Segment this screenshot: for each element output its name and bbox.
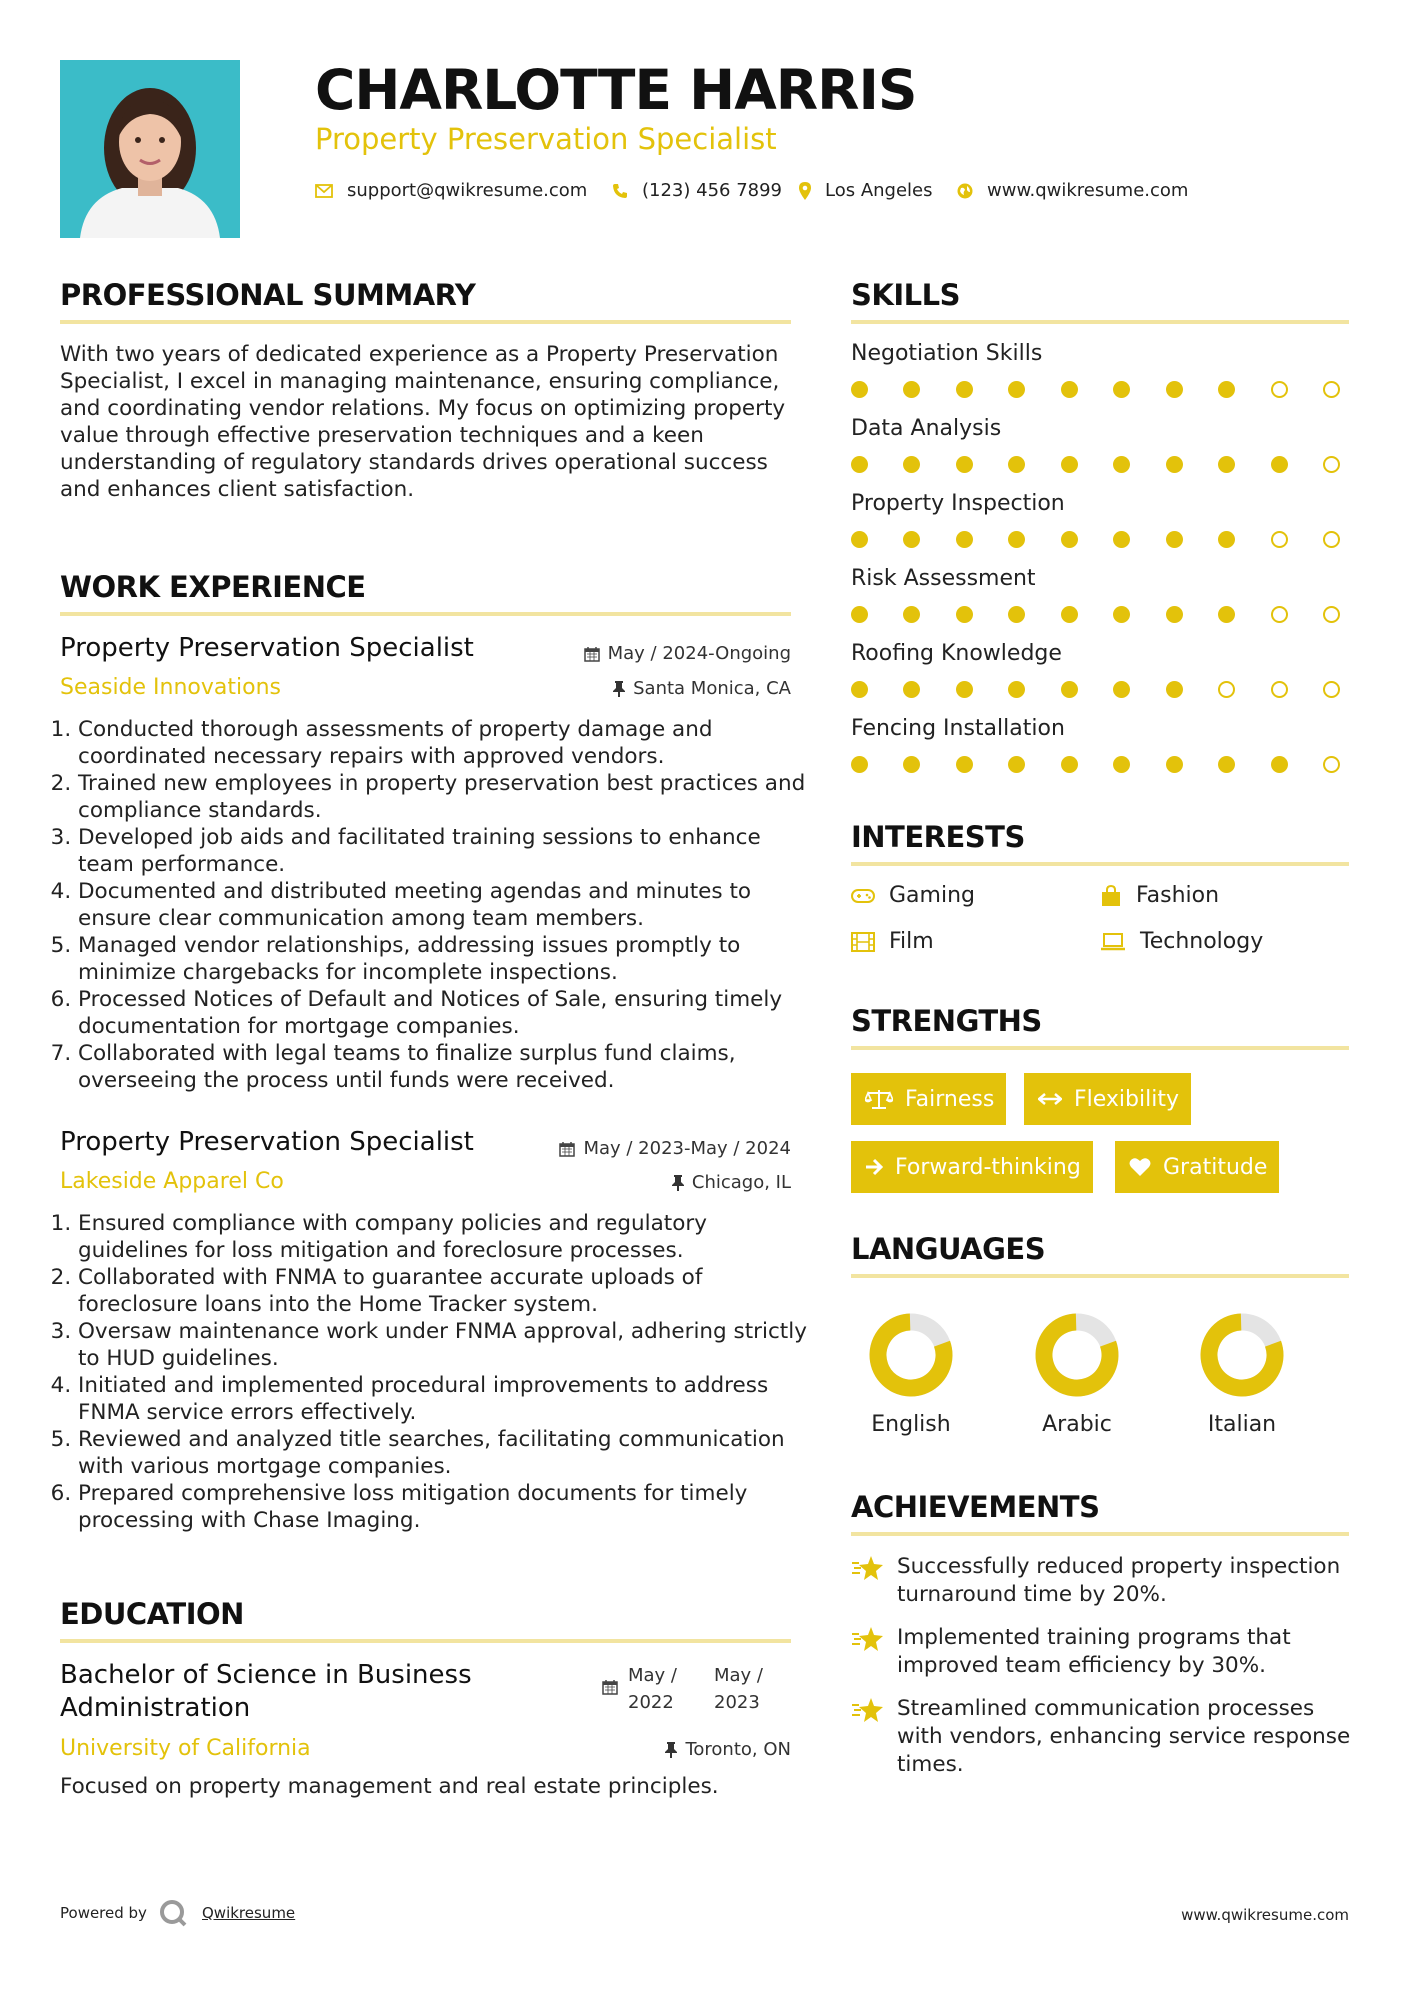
list-item: 1. Ensured compliance with company policies and regulatory guidelines for loss mitigation and foreclosure processes. (78, 1210, 813, 1264)
interest-technology (1100, 929, 1263, 954)
contact-phone[interactable] (612, 180, 782, 201)
education-description: Focused on property management and real estate principles. (60, 1774, 719, 1799)
skill-label: Risk Assessment (851, 566, 1036, 591)
rating-dot-empty (1323, 381, 1340, 398)
achievement-text: Streamlined communication processes with vendors, enhancing service response times. (897, 1696, 1351, 1777)
rating-dot-filled (1061, 456, 1078, 473)
phone-text: (123) 456 7899 (642, 180, 783, 201)
job-1-bullets (60, 716, 813, 1094)
rating-dot-filled (903, 381, 920, 398)
education-start-month: May / (628, 1665, 677, 1686)
rating-dot-filled (956, 456, 973, 473)
pushpin-icon (613, 681, 625, 697)
job-1-location-text: Santa Monica, CA (633, 678, 791, 699)
job-1-title: Property Preservation Specialist (60, 633, 474, 663)
summary-divider (60, 320, 791, 324)
interest-gaming (851, 883, 975, 908)
calendar-icon (559, 1141, 575, 1157)
summary-heading: PROFESSIONAL SUMMARY (60, 278, 476, 312)
rating-dot-filled (1008, 456, 1025, 473)
job-1-dates-text: May / 2024-Ongoing (607, 643, 791, 664)
strength-forward-thinking (851, 1141, 1093, 1193)
rating-dot-empty (1271, 606, 1288, 623)
rating-dot-empty (1271, 681, 1288, 698)
rating-dot-empty (1271, 531, 1288, 548)
job-2-title: Property Preservation Specialist (60, 1127, 474, 1157)
language-label: Arabic (1042, 1412, 1112, 1437)
job-1-dates (584, 643, 791, 664)
rating-dot-filled (1166, 381, 1183, 398)
rating-dot-filled (903, 681, 920, 698)
list-item: 2. Trained new employees in property preservation best practices and compliance standards. (78, 770, 813, 824)
website-text: www.qwikresume.com (987, 180, 1189, 201)
rating-dot-empty (1323, 756, 1340, 773)
envelope-icon (315, 184, 333, 198)
strengths-heading: STRENGTHS (851, 1004, 1042, 1038)
calendar-icon (584, 646, 600, 662)
language-label: Italian (1207, 1412, 1277, 1437)
interest-label: Technology (1140, 929, 1264, 954)
rating-dot-filled (1271, 756, 1288, 773)
skills-heading: SKILLS (851, 278, 960, 312)
skill-label: Negotiation Skills (851, 341, 1043, 366)
rating-dot-filled (1061, 606, 1078, 623)
contact-location (799, 180, 933, 201)
skill-rating (851, 681, 1340, 698)
strength-gratitude (1115, 1141, 1279, 1193)
profile-photo (60, 60, 240, 238)
achievements-heading: ACHIEVEMENTS (851, 1490, 1100, 1524)
rating-dot-filled (1008, 756, 1025, 773)
list-item: 4. Documented and distributed meeting agendas and minutes to ensure clear communication among team members. (78, 878, 813, 932)
calendar-icon (602, 1679, 618, 1695)
achievement-text: Successfully reduced property inspection turnaround time by 20%. (897, 1554, 1341, 1607)
rating-dot-filled (1113, 681, 1130, 698)
laptop-icon (1100, 933, 1126, 951)
rating-dot-empty (1271, 381, 1288, 398)
language-donut (866, 1310, 956, 1400)
rating-dot-filled (1113, 756, 1130, 773)
rating-dot-filled (1166, 606, 1183, 623)
languages-heading: LANGUAGES (851, 1232, 1046, 1266)
rating-dot-filled (1271, 456, 1288, 473)
map-pin-icon (799, 182, 811, 200)
strength-fairness (851, 1073, 1006, 1125)
education-divider (60, 1639, 791, 1643)
list-item: 7. Collaborated with legal teams to finalize surplus fund claims, overseeing the process until funds were received. (78, 1040, 813, 1094)
language-donut (1032, 1310, 1122, 1400)
experience-heading: WORK EXPERIENCE (60, 570, 366, 604)
footer-website[interactable]: www.qwikresume.com (1181, 1906, 1349, 1924)
strength-label: Flexibility (1074, 1086, 1179, 1112)
degree-line-2: Administration (60, 1693, 251, 1723)
rating-dot-empty (1218, 681, 1235, 698)
achievements-divider (851, 1532, 1349, 1536)
degree-line-1: Bachelor of Science in Business (60, 1660, 472, 1690)
strength-label: Forward-thinking (895, 1154, 1081, 1180)
location-text: Los Angeles (825, 180, 933, 201)
achievement-item (851, 1553, 1352, 1609)
footer-brand-link[interactable]: Qwikresume (202, 1904, 296, 1922)
job-2-bullets (60, 1210, 813, 1534)
rating-dot-filled (1061, 681, 1078, 698)
summary-text: With two years of dedicated experience as a Property Preservation Specialist, I excel in managing maintenance, ensuring compliance, and coordinating vendor relations. My focus on optimizing property value through effective preservation techniques and a keen understanding of regulatory standards drives operational success and enhances client satisfaction. (60, 342, 786, 502)
rating-dot-filled (1218, 606, 1235, 623)
education-location (665, 1739, 791, 1760)
education-end-month: May / (714, 1665, 763, 1686)
job-1-location (613, 678, 791, 699)
rating-dot-filled (956, 381, 973, 398)
rating-dot-filled (956, 531, 973, 548)
star-icon (851, 1555, 885, 1583)
job-2-location (672, 1172, 791, 1193)
candidate-name: CHARLOTTE HARRIS (315, 58, 917, 122)
rating-dot-filled (1166, 456, 1183, 473)
rating-dot-filled (956, 681, 973, 698)
rating-dot-filled (903, 606, 920, 623)
language-donut (1197, 1310, 1287, 1400)
rating-dot-empty (1323, 456, 1340, 473)
footer-powered-by: Powered by (60, 1904, 147, 1922)
achievement-item (851, 1695, 1352, 1779)
rating-dot-filled (1166, 531, 1183, 548)
interest-film (851, 929, 934, 954)
education-start-year: 2022 (628, 1692, 674, 1713)
rating-dot-filled (956, 756, 973, 773)
job-2-dates-text: May / 2023-May / 2024 (583, 1138, 791, 1159)
education-location-text: Toronto, ON (685, 1739, 791, 1760)
rating-dot-filled (1113, 606, 1130, 623)
rating-dot-filled (851, 381, 868, 398)
rating-dot-empty (1323, 681, 1340, 698)
rating-dot-empty (1323, 606, 1340, 623)
skill-label: Fencing Installation (851, 716, 1065, 741)
job-2-dates (559, 1138, 791, 1159)
skill-label: Roofing Knowledge (851, 641, 1062, 666)
rating-dot-filled (851, 606, 868, 623)
strengths-divider (851, 1046, 1349, 1050)
pushpin-icon (665, 1742, 677, 1758)
list-item: 2. Collaborated with FNMA to guarantee accurate uploads of foreclosure loans into the Home Tracker system. (78, 1264, 813, 1318)
star-icon (851, 1697, 885, 1725)
skill-rating (851, 531, 1340, 548)
skill-rating (851, 456, 1340, 473)
contact-email[interactable] (315, 180, 587, 201)
strength-label: Fairness (905, 1086, 995, 1112)
rating-dot-filled (903, 456, 920, 473)
language-label: English (871, 1412, 951, 1437)
rating-dot-filled (1061, 531, 1078, 548)
rating-dot-empty (1323, 531, 1340, 548)
achievement-item (851, 1624, 1352, 1680)
gamepad-icon (851, 888, 875, 904)
skill-rating (851, 756, 1340, 773)
languages-list (851, 1310, 1349, 1450)
shopping-bag-icon (1100, 885, 1122, 907)
languages-divider (851, 1274, 1349, 1278)
rating-dot-filled (1008, 681, 1025, 698)
rating-dot-filled (1218, 531, 1235, 548)
rating-dot-filled (1113, 456, 1130, 473)
job-2-company: Lakeside Apparel Co (60, 1169, 284, 1194)
list-item: 3. Developed job aids and facilitated training sessions to enhance team performance. (78, 824, 813, 878)
rating-dot-filled (1113, 531, 1130, 548)
rating-dot-filled (1061, 756, 1078, 773)
rating-dot-filled (851, 456, 868, 473)
education-end-year: 2023 (714, 1692, 760, 1713)
balance-scale-icon (865, 1088, 893, 1110)
rating-dot-filled (1061, 381, 1078, 398)
arrows-horizontal-icon (1038, 1092, 1062, 1106)
interests-divider (851, 862, 1349, 866)
list-item: 6. Processed Notices of Default and Notices of Sale, ensuring timely documentation for mortgage companies. (78, 986, 813, 1040)
contact-website[interactable] (957, 180, 1188, 201)
strength-flexibility (1024, 1073, 1191, 1125)
interest-fashion (1100, 883, 1219, 908)
experience-divider (60, 612, 791, 616)
rating-dot-filled (1113, 381, 1130, 398)
skills-divider (851, 320, 1349, 324)
education-end (714, 1662, 763, 1716)
candidate-title: Property Preservation Specialist (315, 122, 777, 156)
interests-heading: INTERESTS (851, 820, 1025, 854)
interest-label: Gaming (889, 883, 975, 908)
interest-label: Fashion (1136, 883, 1220, 908)
arrow-right-icon (865, 1158, 883, 1176)
rating-dot-filled (1008, 531, 1025, 548)
rating-dot-filled (851, 756, 868, 773)
list-item: 1. Conducted thorough assessments of property damage and coordinated necessary repairs with approved vendors. (78, 716, 813, 770)
list-item: 5. Managed vendor relationships, addressing issues promptly to minimize chargebacks for incomplete inspections. (78, 932, 813, 986)
skill-rating (851, 381, 1340, 398)
skill-label: Property Inspection (851, 491, 1065, 516)
rating-dot-filled (903, 531, 920, 548)
pushpin-icon (672, 1175, 684, 1191)
achievement-text: Implemented training programs that improved team efficiency by 30%. (897, 1625, 1291, 1678)
job-2-location-text: Chicago, IL (691, 1172, 791, 1193)
rating-dot-filled (1218, 381, 1235, 398)
education-start (628, 1662, 677, 1716)
school-name: University of California (60, 1736, 311, 1761)
education-heading: EDUCATION (60, 1597, 244, 1631)
rating-dot-filled (1166, 756, 1183, 773)
film-icon (851, 932, 875, 952)
email-text: support@qwikresume.com (347, 180, 588, 201)
list-item: 3. Oversaw maintenance work under FNMA approval, adhering strictly to HUD guidelines. (78, 1318, 813, 1372)
rating-dot-filled (851, 531, 868, 548)
skill-label: Data Analysis (851, 416, 1002, 441)
rating-dot-filled (851, 681, 868, 698)
rating-dot-filled (1008, 606, 1025, 623)
qwikresume-logo-icon (158, 1898, 188, 1928)
list-item: 6. Prepared comprehensive loss mitigation documents for timely processing with Chase Imaging. (78, 1480, 813, 1534)
rating-dot-filled (1166, 681, 1183, 698)
job-1-company: Seaside Innovations (60, 675, 281, 700)
list-item: 5. Reviewed and analyzed title searches, facilitating communication with various mortgage companies. (78, 1426, 813, 1480)
rating-dot-filled (956, 606, 973, 623)
star-icon (851, 1626, 885, 1654)
strength-label: Gratitude (1163, 1154, 1268, 1180)
phone-icon (612, 183, 628, 199)
list-item: 4. Initiated and implemented procedural improvements to address FNMA service errors effectively. (78, 1372, 813, 1426)
globe-icon (957, 183, 973, 199)
rating-dot-filled (903, 756, 920, 773)
rating-dot-filled (1218, 756, 1235, 773)
heart-icon (1129, 1157, 1151, 1177)
interest-label: Film (889, 929, 934, 954)
rating-dot-filled (1218, 456, 1235, 473)
rating-dot-filled (1008, 381, 1025, 398)
skill-rating (851, 606, 1340, 623)
